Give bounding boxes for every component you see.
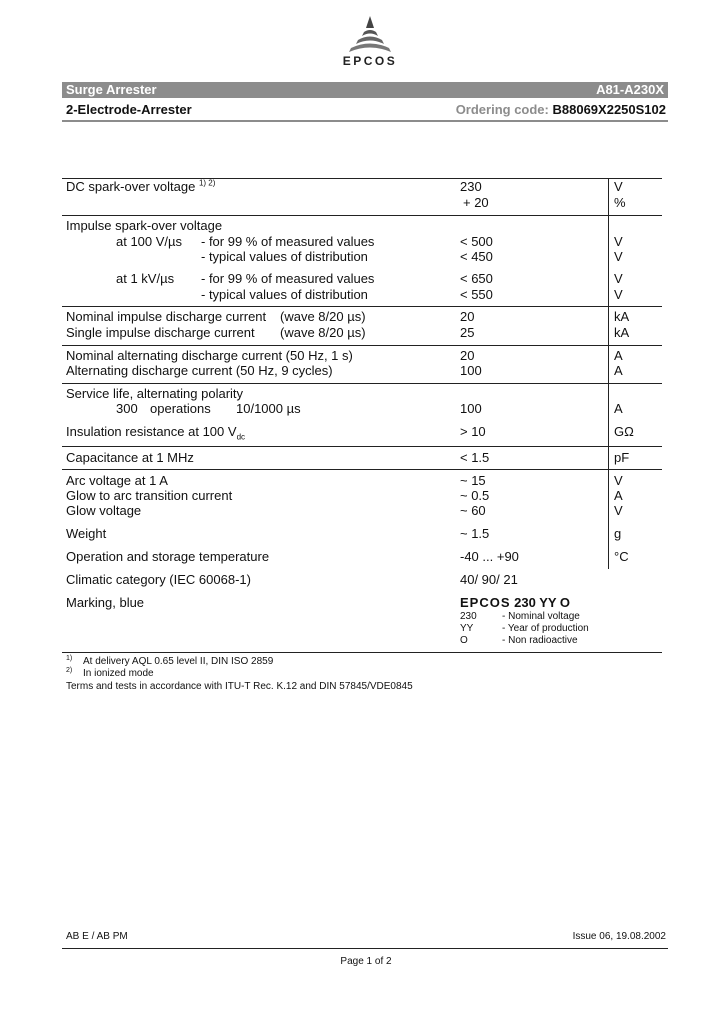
impulse-desc-3: - for 99 % of measured values bbox=[201, 271, 375, 286]
glow-arc-unit: A bbox=[614, 488, 623, 503]
marking-label: Marking, blue bbox=[66, 595, 145, 610]
alt-unit: A bbox=[614, 363, 623, 378]
impulse-sparkover-label: Impulse spark-over voltage bbox=[66, 218, 223, 233]
impulse-value-2: < 450 bbox=[460, 249, 493, 264]
dc-tolerance-unit: % bbox=[614, 195, 626, 210]
service-life-ops: operations bbox=[150, 401, 211, 416]
service-life-value: 100 bbox=[460, 401, 482, 416]
capacitance-unit: pF bbox=[614, 450, 630, 465]
service-life-unit: A bbox=[614, 401, 623, 416]
nominal-impulse-unit: kA bbox=[614, 309, 630, 324]
capacitance-value: < 1.5 bbox=[460, 450, 490, 465]
nominal-alt-label: Nominal alternating discharge current (50 Hz, 1 s) bbox=[66, 348, 353, 363]
dc-tolerance-value: + 20 bbox=[463, 195, 489, 210]
impulse-value-4: < 550 bbox=[460, 287, 493, 302]
service-life-pulse: 10/1000 µs bbox=[236, 401, 301, 416]
impulse-value-3: < 650 bbox=[460, 271, 493, 286]
footnote-2-text: In ionized mode bbox=[83, 668, 154, 679]
ordering-code-line bbox=[456, 102, 666, 118]
header-bar bbox=[62, 82, 668, 98]
rule bbox=[62, 446, 662, 447]
marking-desc-1: - Nominal voltage bbox=[502, 611, 580, 622]
marking-key-3: O bbox=[460, 635, 468, 646]
marking-key-2: YY bbox=[460, 623, 474, 634]
impulse-desc-2: - typical values of distribution bbox=[201, 249, 368, 264]
temperature-unit: °C bbox=[614, 549, 629, 564]
arc-voltage-unit: V bbox=[614, 473, 623, 488]
rule bbox=[62, 469, 662, 470]
footer-rule bbox=[62, 948, 668, 949]
climatic-value: 40/ 90/ 21 bbox=[460, 572, 518, 587]
nominal-impulse-wave: (wave 8/20 µs) bbox=[280, 309, 366, 324]
single-impulse-value: 25 bbox=[460, 325, 475, 340]
glow-arc-value: ~ 0.5 bbox=[460, 488, 490, 503]
unit-column-divider bbox=[608, 178, 609, 569]
climatic-label: Climatic category (IEC 60068-1) bbox=[66, 572, 251, 587]
glow-voltage-value: ~ 60 bbox=[460, 503, 486, 518]
insulation-label: Insulation resistance at 100 $V_{dc}$ bbox=[66, 424, 246, 442]
dc-sparkover-value: 230 bbox=[460, 179, 482, 194]
impulse-desc-1: - for 99 % of measured values bbox=[201, 234, 375, 249]
glow-voltage-label: Glow voltage bbox=[66, 503, 142, 518]
subtitle-bar bbox=[62, 100, 668, 122]
service-life-count: 300 bbox=[116, 401, 138, 416]
nominal-impulse-label: Nominal impulse discharge current bbox=[66, 309, 267, 324]
temperature-value: -40 ... +90 bbox=[460, 549, 519, 564]
temperature-label: Operation and storage temperature bbox=[66, 549, 270, 564]
impulse-unit-2: V bbox=[614, 249, 623, 264]
rule bbox=[62, 652, 662, 653]
nominal-impulse-value: 20 bbox=[460, 309, 475, 324]
marking-code: 230 YY O bbox=[514, 595, 571, 610]
footnote-2-mark: 2) bbox=[66, 667, 73, 674]
weight-label: Weight bbox=[66, 526, 107, 541]
single-impulse-unit: kA bbox=[614, 325, 630, 340]
dc-sparkover-label: DC spark-over voltage $^{1) 2)}$ bbox=[66, 178, 216, 194]
footnote-1-mark: 1) bbox=[66, 655, 73, 662]
marking-desc-2: - Year of production bbox=[502, 623, 589, 634]
rule bbox=[62, 306, 662, 307]
impulse-unit-4: V bbox=[614, 287, 623, 302]
footer-right: Issue 06, 19.08.2002 bbox=[572, 931, 666, 942]
marking-key-1: 230 bbox=[460, 611, 477, 622]
terms-text: Terms and tests in accordance with ITU-T Rec. K.12 and DIN 57845/VDE0845 bbox=[66, 681, 413, 692]
ordering-code: B88069X2250S102 bbox=[552, 102, 666, 117]
weight-unit: g bbox=[614, 526, 622, 541]
impulse-value-1: < 500 bbox=[460, 234, 493, 249]
alt-value: 100 bbox=[460, 363, 482, 378]
arc-voltage-label: Arc voltage at 1 A bbox=[66, 473, 168, 488]
insulation-value: > 10 bbox=[460, 424, 486, 439]
single-impulse-wave: (wave 8/20 µs) bbox=[280, 325, 366, 340]
single-impulse-label: Single impulse discharge current bbox=[66, 325, 255, 340]
glow-voltage-unit: V bbox=[614, 503, 623, 518]
type-code: A81-A230X bbox=[596, 82, 664, 97]
marking-code-line bbox=[460, 595, 570, 610]
logo-wordmark: EPCOS bbox=[342, 54, 398, 68]
impulse-unit-3: V bbox=[614, 271, 623, 286]
impulse-unit-1: V bbox=[614, 234, 623, 249]
nominal-alt-unit: A bbox=[614, 348, 623, 363]
impulse-cond-1: at 100 V/µs bbox=[116, 234, 183, 249]
subtitle: 2-Electrode-Arrester bbox=[66, 102, 192, 117]
marking-brand: EPCOS bbox=[460, 595, 511, 610]
marking-desc-3: - Non radioactive bbox=[502, 635, 578, 646]
rule bbox=[62, 215, 662, 216]
arc-voltage-value: ~ 15 bbox=[460, 473, 486, 488]
footer-left: AB E / AB PM bbox=[66, 931, 128, 942]
ordering-code-label: Ordering code: bbox=[455, 102, 549, 117]
page-number: Page 1 of 2 bbox=[340, 956, 392, 967]
rule bbox=[62, 345, 662, 346]
capacitance-label: Capacitance at 1 MHz bbox=[66, 450, 194, 465]
footnote-1-text: At delivery AQL 0.65 level II, DIN ISO 2859 bbox=[83, 656, 274, 667]
impulse-desc-4: - typical values of distribution bbox=[201, 287, 368, 302]
impulse-cond-3: at 1 kV/µs bbox=[116, 271, 175, 286]
insulation-unit: GΩ bbox=[614, 424, 634, 439]
nominal-alt-value: 20 bbox=[460, 348, 475, 363]
dc-sparkover-unit: V bbox=[614, 179, 623, 194]
rule bbox=[62, 383, 662, 384]
product-name: Surge Arrester bbox=[66, 82, 157, 97]
glow-arc-label: Glow to arc transition current bbox=[66, 488, 233, 503]
weight-value: ~ 1.5 bbox=[460, 526, 490, 541]
alt-label: Alternating discharge current (50 Hz, 9 cycles) bbox=[66, 363, 333, 378]
service-life-label: Service life, alternating polarity bbox=[66, 386, 244, 401]
